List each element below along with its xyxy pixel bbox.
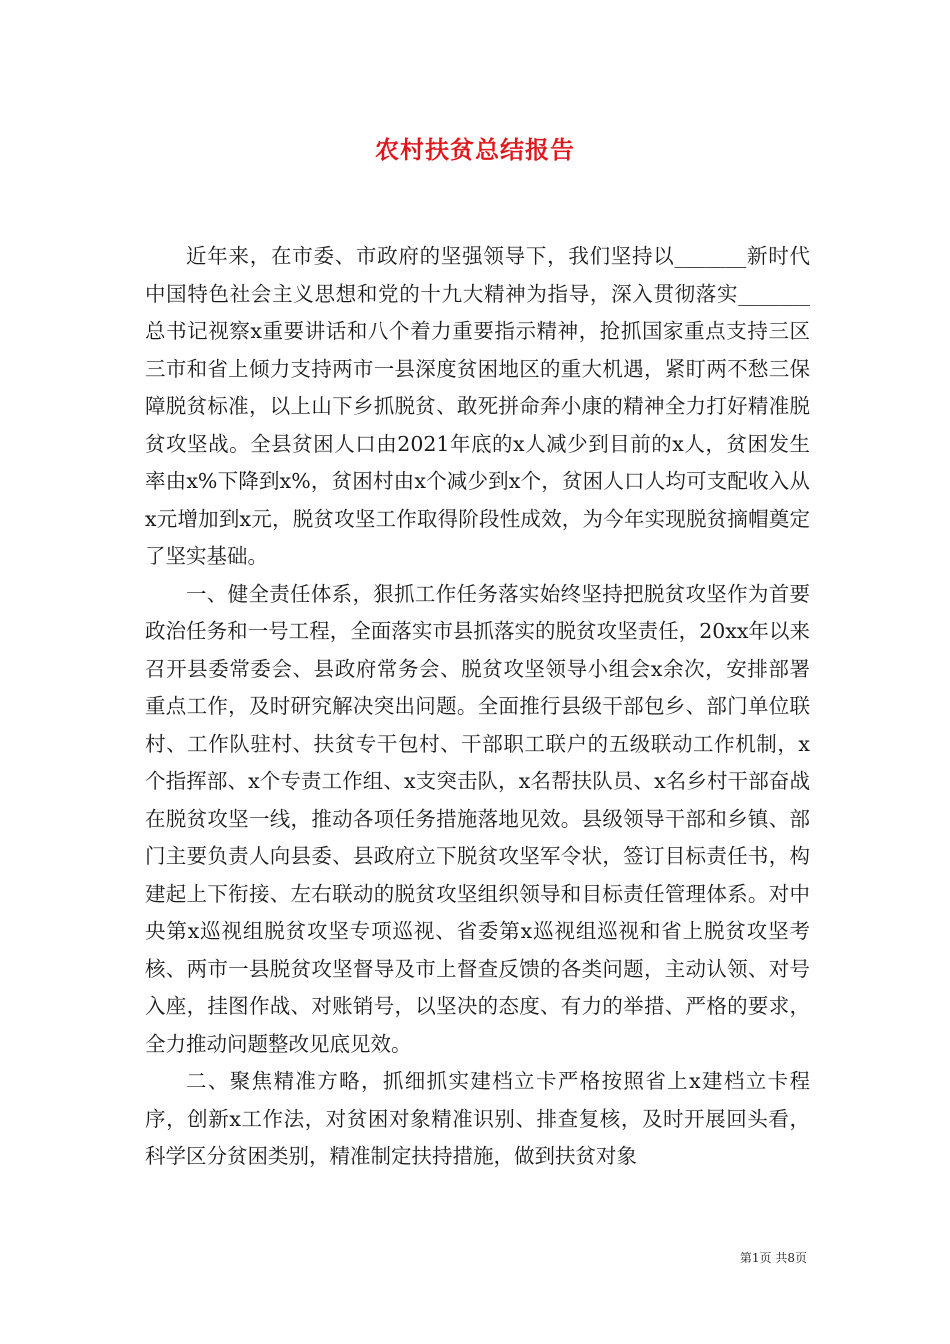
document-title: 农村扶贫总结报告 [375,135,575,164]
paragraph-intro: 近年来，在市委、市政府的坚强领导下，我们坚持以_______新时代中国特色社会主义思想和党的十九大精神为指导，深入贯彻落实_______总书记视察x重要讲话和八个着力重要指示精神，抢抓国家重点支持三区三市和省上倾力支持两市一县深度贫困地区的重大机遇，紧盯两不愁三保障脱贫标准，以上山下乡抓脱贫、敢死拼命奔小康的精神全力打好精准脱贫攻坚战。全县贫困人口由2021年底的x人减少到目前的x人，贫困发生率由x%下降到x%，贫困村由x个减少到x个，贫困人口人均可支配收入从x元增加到x元，脱贫攻坚工作取得阶段性成效，为今年实现脱贫摘帽奠定了坚实基础。 [145,244,810,568]
paragraph-section-1: 一、健全责任体系，狠抓工作任务落实始终坚持把脱贫攻坚作为首要政治任务和一号工程，全面落实市县抓落实的脱贫攻坚责任，20xx年以来召开县委常委会、县政府常务会、脱贫攻坚领导小组会x余次，安排部署重点工作，及时研究解决突出问题。全面推行县级干部包乡、部门单位联村、工作队驻村、扶贫专干包村、干部职工联户的五级联动工作机制，x个指挥部、x个专责工作组、x支突击队，x名帮扶队员、x名乡村干部奋战在脱贫攻坚一线，推动各项任务措施落地见效。县级领导干部和乡镇、部门主要负责人向县委、县政府立下脱贫攻坚军令状，签订目标责任书，构建起上下衔接、左右联动的脱贫攻坚组织领导和目标责任管理体系。对中央第x巡视组脱贫攻坚专项巡视、省委第x巡视组巡视和省上脱贫攻坚考核、两市一县脱贫攻坚督导及市上督查反馈的各类问题，主动认领、对号入座，挂图作战、对账销号，以坚决的态度、有力的举措、严格的要求，全力推动问题整改见底见效。 [145,581,810,1056]
page-number-footer: 第1页 共8页 [739,1251,807,1265]
paragraph-section-2: 二、聚焦精准方略，抓细抓实建档立卡严格按照省上x建档立卡程序，创新x工作法，对贫困对象精准识别、排查复核，及时开展回头看，科学区分贫困类别，精准制定扶持措施，做到扶贫对象 [145,1069,810,1168]
document-body [145,238,810,1176]
